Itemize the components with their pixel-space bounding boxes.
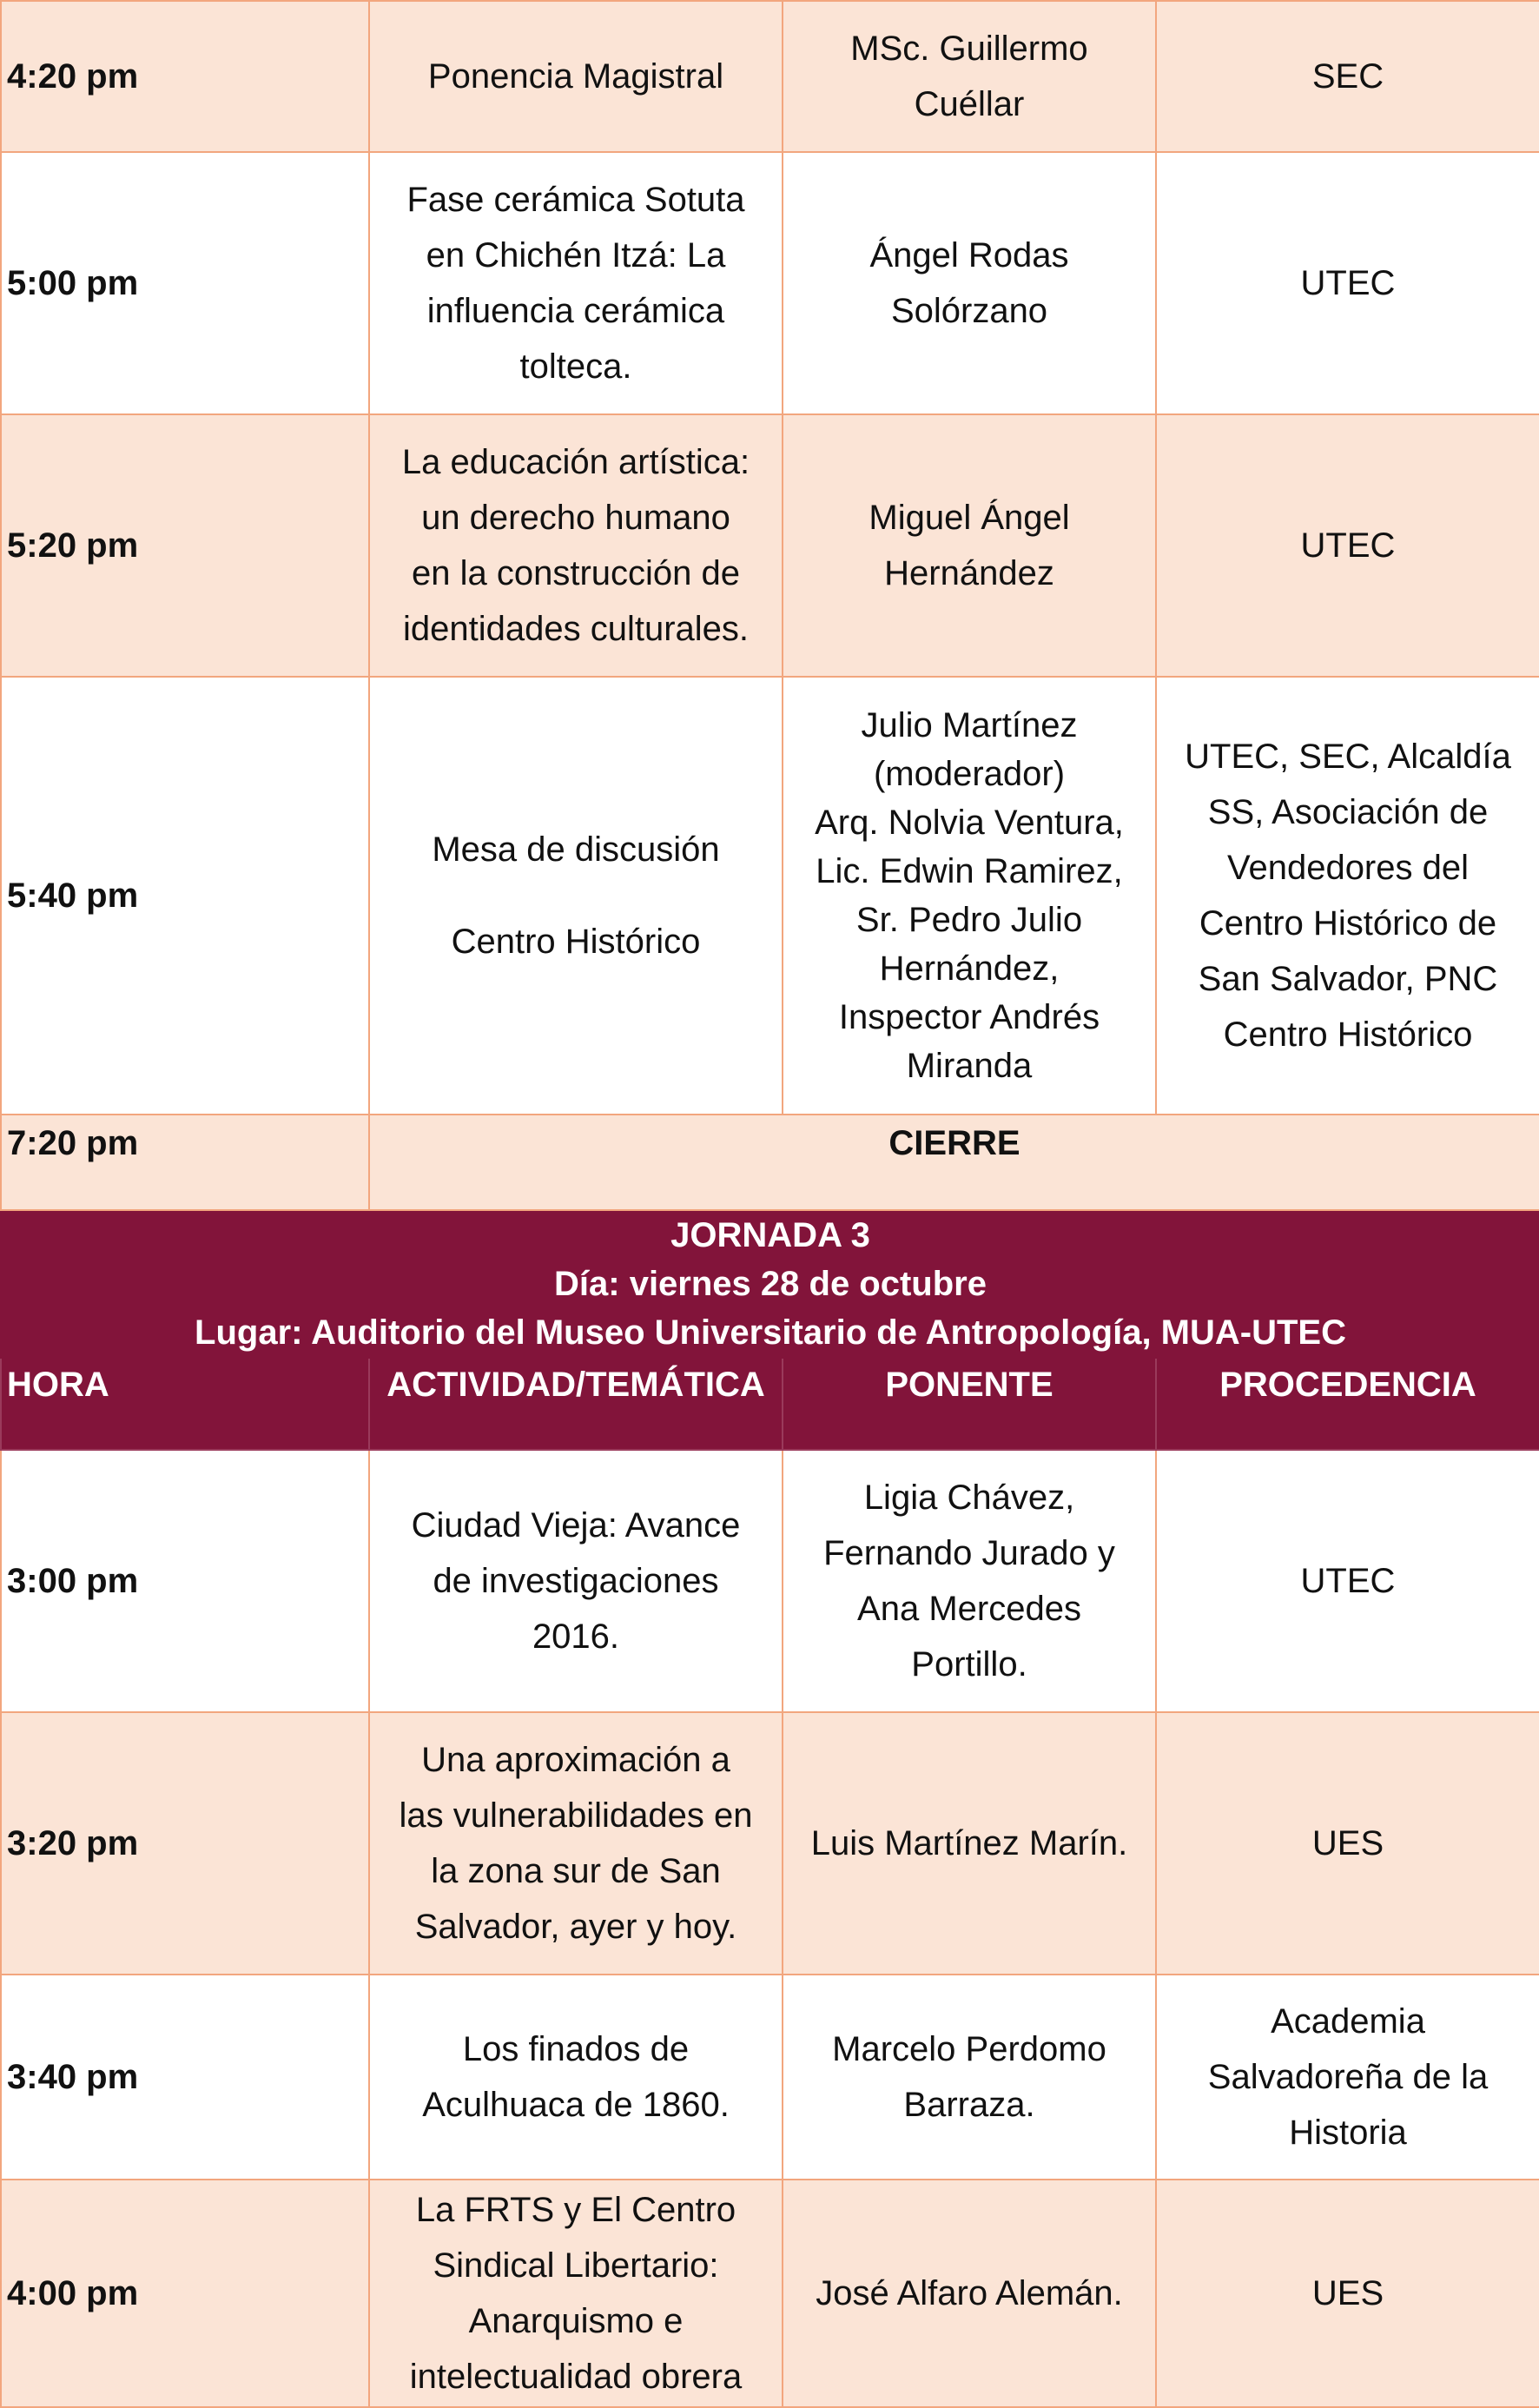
row-ponente (783, 1712, 1156, 1975)
procedencia-line: UTEC, SEC, Alcaldía (1185, 738, 1511, 776)
ponente-line: Ligia Chávez, (863, 1479, 1075, 1517)
procedencia-line: UTEC (1300, 1562, 1396, 1600)
row-procedencia (1156, 1, 1539, 152)
ponente-line: Portillo. (911, 1645, 1027, 1684)
column-header-row (1, 1358, 1539, 1450)
header-actividad: ACTIVIDAD/TEMÁTICA (369, 1358, 783, 1450)
schedule-body-top (1, 1, 1539, 1115)
procedencia-line: Salvadoreña de la (1207, 2058, 1489, 2096)
ponente-line: Sr. Pedro Julio (855, 901, 1083, 939)
ponente-line: Miranda (906, 1047, 1033, 1085)
row-procedencia (1156, 414, 1539, 677)
actividad-line: tolteca. (519, 347, 632, 386)
procedencia-line: UTEC (1300, 526, 1396, 565)
actividad-line: influencia cerámica (426, 292, 725, 330)
ponente-line: José Alfaro Alemán. (816, 2274, 1123, 2312)
schedule-row (1, 2180, 1539, 2407)
actividad-line: intelectualidad obrera (409, 2358, 743, 2396)
procedencia-line: Vendedores del (1226, 849, 1469, 887)
row-procedencia (1156, 152, 1539, 414)
header-hora: HORA (1, 1358, 369, 1450)
procedencia-line: UES (1311, 2274, 1384, 2312)
cierre-row (1, 1115, 1539, 1210)
procedencia-line: SS, Asociación de (1207, 793, 1489, 831)
actividad-line: Sindical Libertario: (433, 2246, 719, 2285)
actividad-line: las vulnerabilidades en (399, 1796, 753, 1835)
actividad-line: Aculhuaca de 1860. (422, 2086, 730, 2124)
row-hora: 5:40 pm (1, 677, 369, 1115)
row-actividad (369, 677, 783, 1115)
actividad-line: Una aproximación a (421, 1741, 730, 1779)
procedencia-line: UTEC (1300, 264, 1396, 302)
procedencia-line: Centro Histórico (1223, 1015, 1473, 1054)
actividad-line: Mesa de discusión (432, 830, 720, 869)
row-procedencia (1156, 1450, 1539, 1712)
line-gap (375, 877, 776, 914)
row-ponente (783, 1, 1156, 152)
header-ponente: PONENTE (783, 1358, 1156, 1450)
ponente-line: Fernando Jurado y (823, 1534, 1115, 1572)
ponente-line: Ángel Rodas (869, 236, 1069, 275)
procedencia-line: San Salvador, PNC (1198, 960, 1498, 998)
actividad-line: la zona sur de San (431, 1852, 721, 1890)
schedule-row (1, 1712, 1539, 1975)
ponente-line: MSc. Guillermo (850, 30, 1088, 68)
jornada-banner-cell (1, 1210, 1539, 1358)
actividad-line: Anarquismo e (468, 2302, 684, 2340)
ponente-line: Hernández (884, 554, 1054, 592)
row-actividad (369, 152, 783, 414)
schedule-body-bottom (1, 1450, 1539, 2407)
ponente-line: Barraza. (903, 2086, 1035, 2124)
row-ponente (783, 2180, 1156, 2407)
row-ponente (783, 152, 1156, 414)
cierre-hora: 7:20 pm (1, 1115, 369, 1210)
schedule-row (1, 1450, 1539, 1712)
actividad-line: un derecho humano (421, 499, 730, 537)
actividad-line: identidades culturales. (402, 610, 750, 648)
procedencia-line: UES (1311, 1824, 1384, 1862)
jornada-title: JORNADA 3 (670, 1216, 870, 1254)
row-hora: 3:20 pm (1, 1712, 369, 1975)
ponente-line: Arq. Nolvia Ventura, (815, 804, 1124, 842)
ponente-line: Marcelo Perdomo (832, 2030, 1106, 2068)
row-hora: 4:00 pm (1, 2180, 369, 2407)
row-actividad (369, 414, 783, 677)
procedencia-line: Centro Histórico de (1199, 904, 1497, 943)
row-hora: 4:20 pm (1, 1, 369, 152)
actividad-line: en la construcción de (411, 554, 740, 592)
row-actividad (369, 1450, 783, 1712)
row-ponente (783, 414, 1156, 677)
ponente-line: Cuéllar (914, 85, 1025, 123)
row-ponente (783, 677, 1156, 1115)
jornada-banner (1, 1210, 1539, 1358)
actividad-line: La FRTS y El Centro (415, 2191, 736, 2229)
row-hora: 5:00 pm (1, 152, 369, 414)
row-hora: 3:00 pm (1, 1450, 369, 1712)
row-actividad (369, 1712, 783, 1975)
actividad-line: Ponencia Magistral (427, 57, 724, 96)
row-actividad (369, 1975, 783, 2180)
ponente-line: Miguel Ángel (869, 499, 1070, 537)
actividad-line: Ciudad Vieja: Avance (411, 1506, 741, 1545)
actividad-line: 2016. (532, 1617, 620, 1656)
actividad-line: en Chichén Itzá: La (426, 236, 726, 275)
ponente-line: Ana Mercedes (857, 1590, 1081, 1628)
ponente-line: Luis Martínez Marín. (810, 1824, 1128, 1862)
ponente-line: Hernández, (879, 949, 1060, 988)
procedencia-line: Historia (1289, 2114, 1407, 2152)
row-actividad (369, 2180, 783, 2407)
row-procedencia (1156, 2180, 1539, 2407)
row-procedencia (1156, 1975, 1539, 2180)
jornada-section (1, 1210, 1539, 1450)
row-ponente (783, 1450, 1156, 1712)
row-procedencia (1156, 1712, 1539, 1975)
header-procedencia: PROCEDENCIA (1156, 1358, 1539, 1450)
actividad-line: Centro Histórico (451, 923, 701, 961)
row-ponente (783, 1975, 1156, 2180)
row-procedencia (1156, 677, 1539, 1115)
actividad-line: de investigaciones (433, 1562, 719, 1600)
schedule-row (1, 1, 1539, 152)
ponente-line: Inspector Andrés (838, 998, 1100, 1036)
actividad-line: Fase cerámica Sotuta (406, 181, 745, 219)
procedencia-line: SEC (1311, 57, 1384, 96)
schedule-row (1, 1975, 1539, 2180)
schedule-row (1, 414, 1539, 677)
actividad-line: Salvador, ayer y hoy. (414, 1908, 737, 1946)
row-hora: 3:40 pm (1, 1975, 369, 2180)
cierre-label: CIERRE (369, 1115, 1539, 1210)
jornada-lugar: Lugar: Auditorio del Museo Universitario de Antropología, MUA-UTEC (195, 1313, 1346, 1352)
actividad-line: Los finados de (462, 2030, 690, 2068)
ponente-line: Solórzano (890, 292, 1048, 330)
actividad-line: La educación artística: (401, 443, 750, 481)
schedule-row (1, 677, 1539, 1115)
jornada-dia: Día: viernes 28 de octubre (554, 1265, 987, 1303)
cierre-section (1, 1115, 1539, 1210)
row-actividad (369, 1, 783, 152)
procedencia-line: Academia (1271, 2002, 1425, 2041)
ponente-line: (moderador) (873, 755, 1066, 793)
ponente-line: Julio Martínez (861, 706, 1078, 744)
row-hora: 5:20 pm (1, 414, 369, 677)
schedule-row (1, 152, 1539, 414)
ponente-line: Lic. Edwin Ramirez, (816, 852, 1123, 890)
